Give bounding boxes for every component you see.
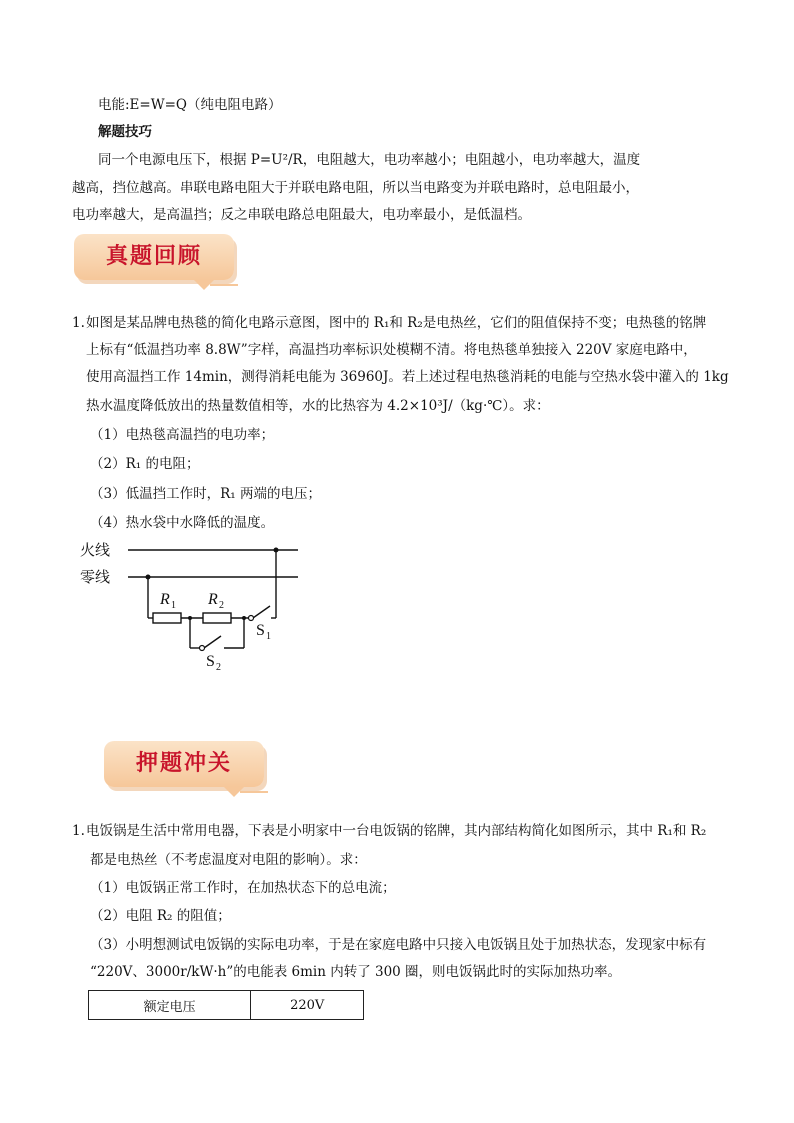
q1-sub-1: （1）电热毯高温挡的电功率； bbox=[90, 427, 275, 443]
q1-line-1: 如图是某品牌电热毯的简化电路示意图，图中的 R₁和 R₂是电热丝，它们的阻值保持不变；电热毯的铭牌 bbox=[86, 315, 707, 331]
q1-number: 1. bbox=[72, 315, 85, 331]
junction-dot bbox=[188, 616, 192, 620]
tips-line-3: 电功率越大，是高温挡；反之串联电路总电阻最大，电功率最小，是低温档。 bbox=[72, 207, 531, 223]
q2-line-1: 电饭锅是生活中常用电器，下表是小明家中一台电饭锅的铭牌，其内部结构简化如图所示，其中 R₁和 R₂ bbox=[86, 823, 707, 839]
q2-sub-3: （3）小明想测试电饭锅的实际电功率，于是在家庭电路中只接入电饭锅且处于加热状态，发现家中标有 bbox=[90, 937, 707, 953]
junction-dot bbox=[146, 575, 151, 580]
switch-s2 bbox=[204, 636, 221, 648]
q1-sub-3: （3）低温挡工作时，R₁ 两端的电压； bbox=[90, 486, 321, 502]
table-row bbox=[89, 991, 364, 1020]
q2-sub-1: （1）电饭锅正常工作时，在加热状态下的总电流； bbox=[90, 880, 396, 896]
label-s1: S bbox=[256, 622, 265, 639]
label-s1-sub: 1 bbox=[266, 631, 271, 642]
tips-heading: 解题技巧 bbox=[98, 124, 152, 140]
q2-number: 1. bbox=[72, 823, 85, 839]
resistor-r1 bbox=[153, 613, 181, 623]
q1-line-2: 上标有“低温挡功率 8.8W”字样，高温挡功率标识处模糊不清。将电热毯单独接入 220V 家庭电路中， bbox=[86, 342, 697, 358]
q1-sub-2: （2）R₁ 的电阻； bbox=[90, 456, 200, 472]
tips-line-1: 同一个电源电压下，根据 P=U²/R，电阻越大，电功率越小；电阻越小，电功率越大，温度 bbox=[98, 152, 641, 168]
resistor-r2 bbox=[203, 613, 231, 623]
q2-line-2: 都是电热丝（不考虑温度对电阻的影响）。求： bbox=[90, 852, 367, 868]
spec-table bbox=[88, 990, 364, 1020]
junction-dot bbox=[242, 616, 246, 620]
table-cell-value: 220V bbox=[251, 991, 364, 1020]
q2-sub-2: （2）电阻 R₂ 的阻值； bbox=[90, 908, 231, 924]
section-banner-review bbox=[74, 234, 236, 292]
switch-s1 bbox=[253, 606, 270, 618]
label-neutral-wire: 零线 bbox=[80, 568, 111, 586]
q1-line-3: 使用高温挡工作 14min，测得消耗电能为 36960J。若上述过程电热毯消耗的电能与空热水袋中灌入的 1kg bbox=[86, 369, 729, 385]
section-title-practice: 押题冲关 bbox=[135, 751, 232, 776]
label-live-wire: 火线 bbox=[80, 541, 111, 559]
label-r1: R bbox=[160, 591, 170, 608]
q1-sub-4: （4）热水袋中水降低的温度。 bbox=[90, 515, 275, 531]
label-r2-sub: 2 bbox=[219, 600, 224, 611]
label-s2: S bbox=[206, 653, 215, 670]
tips-line-2: 越高，挡位越高。串联电路电阻大于并联电路电阻，所以当电路变为并联电路时，总电阻最小， bbox=[72, 180, 639, 196]
q1-line-4: 热水温度降低放出的热量数值相等，水的比热容为 4.2×10³J/（kg·℃）。求： bbox=[86, 398, 550, 414]
section-title-review: 真题回顾 bbox=[105, 244, 202, 269]
junction-dot bbox=[274, 548, 279, 553]
table-cell-label: 额定电压 bbox=[89, 991, 251, 1020]
label-s2-sub: 2 bbox=[216, 662, 221, 673]
energy-formula: 电能:E=W=Q（纯电阻电路） bbox=[98, 97, 282, 113]
q2-sub-3b: “220V、3000r/kW·h”的电能表 6min 内转了 300 圈，则电饭锅此时的实际加热功率。 bbox=[90, 964, 622, 980]
label-r2: R bbox=[208, 591, 218, 608]
section-banner-practice bbox=[104, 741, 266, 799]
circuit-diagram bbox=[80, 535, 320, 680]
label-r1-sub: 1 bbox=[171, 600, 176, 611]
